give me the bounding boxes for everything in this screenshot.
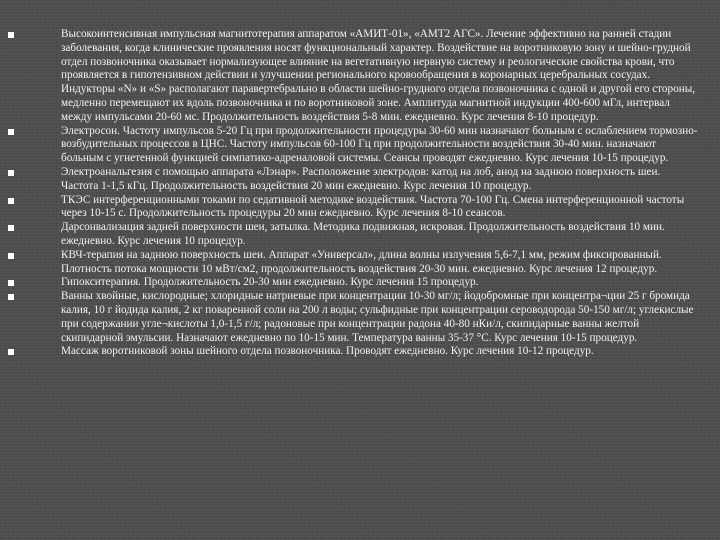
treatment-list xyxy=(0,28,698,359)
list-item xyxy=(0,276,698,290)
list-item-text: Электроанальгезия с помощью аппарата «Лэнар». Расположение электродов: катод на лоб, анод на заднюю поверхность шеи. Частота 1-1,5 кГц. Продолжительность воздействия 20 мин ежедневно. Курс лечения 10 процедур. xyxy=(61,165,661,192)
list-item-text: ТКЭС интерференционными токами по седативной методике воздействия. Частота 70-100 Гц. Смена интерференционной частоты через 10-15 с. Продолжительность процедуры 20 мин ежедневно. Курс лечения 8-10 сеансов. xyxy=(61,193,685,220)
list-item-text: Дарсонвализация задней поверхности шеи, затылка. Методика подвижная, искровая. Продолжительность воздействия 10 мин. ежедневно. Курс лечения 10 процедур. xyxy=(61,221,665,247)
square-bullet-icon xyxy=(8,253,14,259)
list-item xyxy=(0,345,698,359)
list-item-text: Массаж воротниковой зоны шейного отдела позвоночника. Проводят ежедневно. Курс лечения 10-12 процедур. xyxy=(61,345,594,358)
list-item xyxy=(0,194,698,222)
list-item xyxy=(0,125,698,166)
square-bullet-icon xyxy=(8,170,14,176)
list-item-text: Гипокситерапия. Продолжительность 20-30 мин ежедневно. Курс лечения 15 процедур. xyxy=(61,276,479,289)
list-item xyxy=(0,290,698,345)
list-item-text: Высокоинтенсивная импульсная магнитотерапия аппаратом «АМИТ-01», «АМТ2 АГС». Лечение эффективно на ранней стадии заболевания, когда клинические проявления носят функциональный характер. Воздействие на воротниковую зону и шейно-грудной отдел позвоночника оказывает нормализующее влияние на вегетативную нервную систему и реологические свойства крови, что проявляется в гипотензивном действии и улучшении регионального кровообращения в коронарных церебральных сосудах. Индукторы «N» и «S» располагают паравертебрально в области шейно-грудного отдела позвоночника с одной и другой его стороны, медленно перемещают их вдоль позвоночника и по воротниковой зоне. Амплитуда магнитной индукции 400-600 мГл, интервал между импульсами 20-60 мс. Продолжительность воздействия 5-8 мин. ежедневно. Курс лечения 8-10 процедур. xyxy=(61,28,696,123)
square-bullet-icon xyxy=(8,129,14,135)
square-bullet-icon xyxy=(8,294,14,300)
square-bullet-icon xyxy=(8,32,14,38)
list-item xyxy=(0,28,698,125)
square-bullet-icon xyxy=(8,225,14,231)
list-item xyxy=(0,221,698,249)
square-bullet-icon xyxy=(8,198,14,204)
square-bullet-icon xyxy=(8,349,14,355)
list-item-text: КВЧ-терапия на заднюю поверхность шеи. Аппарат «Универсал», длина волны излучения 5,6-7,1 мм, режим фиксированный. Плотность потока мощности 10 мВт/см2, продолжительность воздействия 20-30 мин. ежедневно. Курс лечения 12 процедур. xyxy=(61,248,662,275)
list-item xyxy=(0,249,698,277)
list-item-text: Ванны хвойные, кислородные; хлоридные натриевые при концентрации 10-30 мг/л; йодобромные при концентра¬ции 25 г бромида калия, 10 г йодида калия, 2 кг поваренной соли на 200 л воды; сульфидные при концентрации сероводорода 50-150 мг/л; углекислые при содержании угле¬кислоты 1,0-1,5 г/л; радоновые при концентрации радона 40-80 нКи/л, скипидарные ванны желтой скипидарной эмульсии. Назначают ежедневно по 10-15 мин. Температура ванны 35-37 °С. Курс лечения 10-15 процедур. xyxy=(61,290,694,344)
square-bullet-icon xyxy=(8,280,14,286)
list-item xyxy=(0,166,698,194)
list-item-text: Электросон. Частоту импульсов 5-20 Гц при продолжительности процедуры 30-60 мин назначают больным с ослаблением тормозно-возбудительных процессов в ЦНС. Частоту импульсов 60-100 Гц при продолжительности воздействия 30-40 мин. назначают больным с угнетенной функцией симпатико-адреналовой системы. Сеансы проводят ежедневно. Курс лечения 10-15 процедур. xyxy=(61,124,698,165)
